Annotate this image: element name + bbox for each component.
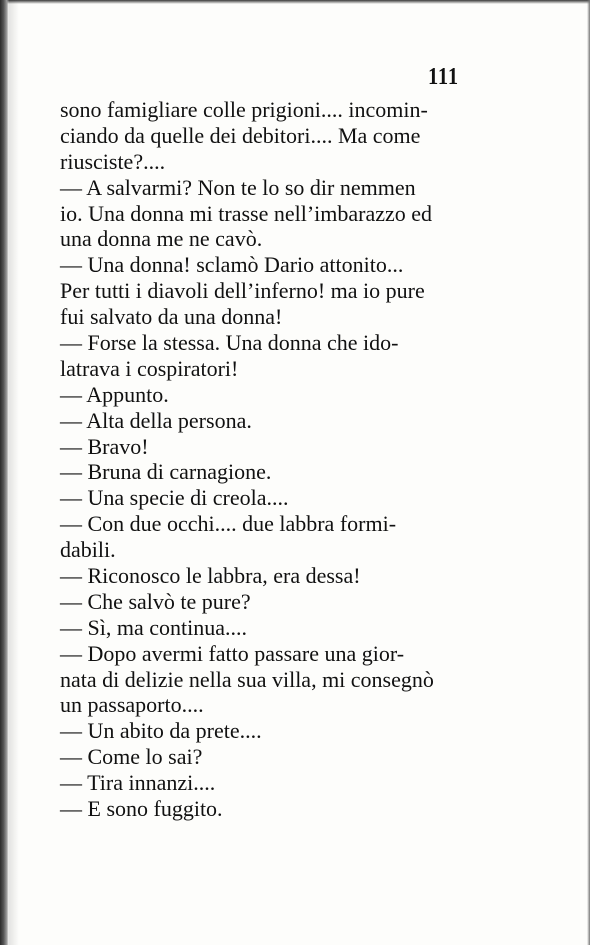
text-line: — Riconosco le labbra, era dessa! [60,563,361,589]
text-line: — Una donna! sclamò Dario attonito... [60,252,404,278]
text-line: ciando da quelle dei debitori.... Ma come [60,122,421,148]
page-number: 111 [428,64,459,90]
text-line: — Appunto. [60,381,169,407]
text-line: — Come lo sai? [60,744,203,770]
text-line: — E sono fuggito. [60,796,223,822]
text-line: latrava i cospiratori! [60,355,239,381]
text-line: una donna me ne cavò. [60,226,263,252]
text-line: riusciste?.... [60,148,166,174]
text-line: — Alta della persona. [60,407,252,433]
text-line: — Tira innanzi.... [60,770,216,796]
text-line: Per tutti i diavoli dell’inferno! ma io pure [60,278,425,304]
text-line: — Dopo avermi fatto passare una gior- [60,640,405,666]
text-line: nata di delizie nella sua villa, mi consegnò [60,666,434,692]
text-line: — Un abito da prete.... [60,718,262,744]
text-line: — Bravo! [60,433,149,459]
page-binding-shadow [9,0,19,945]
page-binding-edge [0,0,9,945]
page-top-edge [0,0,590,4]
text-line: — A salvarmi? Non te lo so dir nemmen [60,174,416,200]
text-line: — Che salvò te pure? [60,588,251,614]
text-line: — Con due occhi.... due labbra formi- [60,511,397,537]
text-line: — Bruna di carnagione. [60,459,272,485]
text-line: sono famigliare colle prigioni.... incomin- [60,97,428,122]
body-text [60,97,538,822]
text-line: io. Una donna mi trasse nell’imbarazzo ed [60,200,433,226]
text-line: fui salvato da una donna! [60,304,283,330]
text-line: — Una specie di creola.... [60,485,289,511]
text-line: dabili. [60,537,116,563]
text-line: un passaporto.... [60,692,204,718]
text-line: — Sì, ma continua.... [60,614,247,640]
text-line: — Forse la stessa. Una donna che ido- [60,330,399,356]
